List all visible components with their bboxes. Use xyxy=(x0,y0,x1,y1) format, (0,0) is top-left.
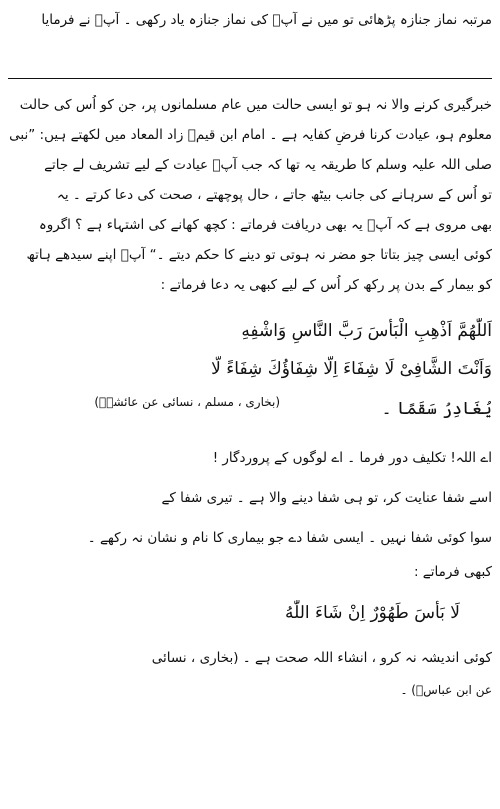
paragraph-line: معلوم ہو، عیادت کرنا فرضِ کفایہ ہے ۔ امام ابن قیمؒ زاد المعاد میں لکھتے ہیں: ”نبی xyxy=(9,127,492,143)
paragraph-line: صلی اللہ علیہ وسلم کا طریقہ یہ تھا کہ جب آپؐ عیادت کے لیے تشریف لے جاتے xyxy=(44,157,492,173)
citation: (بخاری ، مسلم ، نسائی عن عائشہؓ) xyxy=(94,395,280,409)
arabic-dua-line: یُغَادِرُ سَقَمًا ۔ xyxy=(381,399,492,419)
translation-line: کبھی فرماتے : xyxy=(413,564,492,580)
translation-line: اسے شفا عنایت کر، تو ہی شفا دینے والا ہے ۔ تیری شفا کے xyxy=(161,490,492,506)
translation-line: سوا کوئی شفا نہیں ۔ ایسی شفا دے جو بیماری کا نام و نشان نہ رکھے ۔ xyxy=(87,530,492,546)
citation: عن ابن عباسؓ) ۔ xyxy=(400,683,492,697)
continued-text-line: مرتبہ نماز جنازہ پڑھائی تو میں نے آپؐ کی نماز جنازہ یاد رکھی ۔ آپؐ نے فرمایا xyxy=(41,12,492,28)
translation-line: اے اللہ! تکلیف دور فرما ۔ اے لوگوں کے پروردگار ! xyxy=(212,450,492,466)
paragraph-line: خبرگیری کرنے والا نہ ہو تو ایسی حالت میں عام مسلمانوں پر، جن کو اُس کی حالت xyxy=(19,97,492,113)
arabic-dua-line: اَللّٰھُمَّ اَذْھِبِ الْبَأْسَ رَبَّ النَّاسِ وَاشْفِهِ xyxy=(241,321,492,341)
horizontal-rule xyxy=(8,78,492,79)
paragraph-line: تو اُس کے سرہانے کی جانب بیٹھ جاتے ، حال پوچھتے ، صحت کی دعا کرتے ۔ یہ xyxy=(56,187,492,203)
paragraph-line: کوئی ایسی چیز بتاتا جو مضر نہ ہوتی تو دینے کا حکم دیتے ۔“ آپؐ اپنے سیدھے ہاتھ xyxy=(26,247,492,263)
arabic-dua-line: وَاَنْتَ الشَّافِیْ لَا شِفَاءَ اِلَّا شِفَاؤُكَ شِفَاءً لَّا xyxy=(211,359,492,379)
paragraph-line: بھی مروی ہے کہ آپؐ یہ بھی دریافت فرماتے : کچھ کھانے کی اشتہاء ہے ؟ اگروہ xyxy=(38,217,492,233)
paragraph-line: کوئی اندیشہ نہ کرو ، انشاء اللہ صحت ہے ۔ (بخاری ، نسائی xyxy=(151,650,492,666)
paragraph-line: کو بیمار کے بدن پر رکھ کر اُس کے لیے کبھی یہ دعا فرماتے : xyxy=(160,277,492,293)
arabic-dua-line: لَا بَأْسَ طَهُوْرٌ اِنْ شَاءَ اللّٰهُ xyxy=(284,603,460,623)
